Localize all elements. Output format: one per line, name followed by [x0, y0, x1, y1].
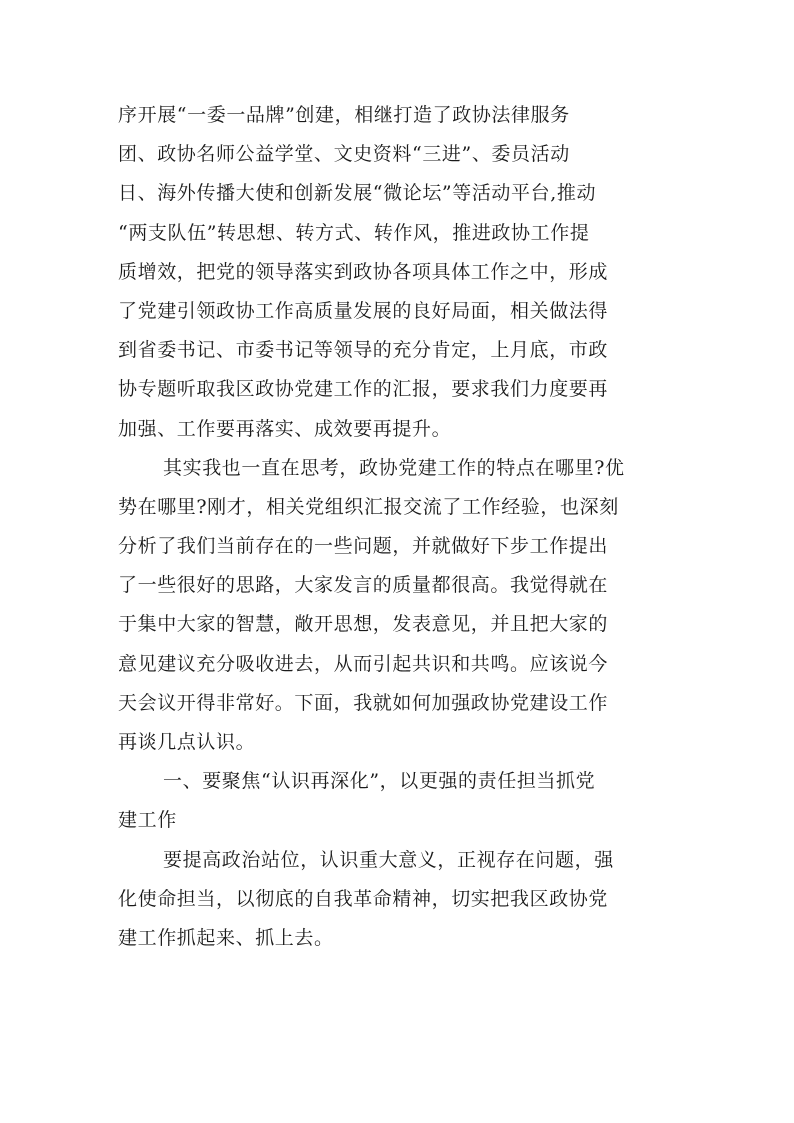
- text-line: 了一些很好的思路，大家发言的质量都很高。我觉得就在: [118, 574, 609, 597]
- text-line: 意见建议充分吸收进去，从而引起共识和共鸣。应该说今: [118, 652, 609, 675]
- text-line: 再谈几点认识。: [118, 731, 256, 753]
- text-line: 团、政协名师公益学堂、文史资料“三进”、委员活动: [118, 143, 570, 166]
- text-line: 质增效，把党的领导落实到政协各项具体工作之中，形成: [118, 260, 609, 283]
- section-heading-line: 一、要聚焦“认识再深化”，以更强的责任担当抓党: [163, 770, 596, 793]
- text-line: 日、海外传播大使和创新发展“微论坛”等活动平台,推动: [118, 182, 597, 205]
- text-line: 到省委书记、市委书记等领导的充分肯定，上月底，市政: [118, 339, 609, 362]
- text-line: 协专题听取我区政协党建工作的汇报，要求我们力度要再: [118, 378, 609, 401]
- text-line: 于集中大家的智慧，敞开思想，发表意见，并且把大家的: [118, 613, 609, 636]
- paragraph-start-line: 要提高政治站位，认识重大意义，正视存在问题，强: [163, 848, 614, 871]
- text-line: 加强、工作要再落实、成效要再提升。: [118, 417, 452, 440]
- text-line: 化使命担当，以彻底的自我革命精神，切实把我区政协党: [118, 887, 609, 910]
- text-line: 势在哪里?刚才，相关党组织汇报交流了工作经验，也深刻: [118, 495, 619, 518]
- text-line: 了党建引领政协工作高质量发展的良好局面，相关做法得: [118, 299, 609, 322]
- paragraph-start-line: 其实我也一直在思考，政协党建工作的特点在哪里?优: [163, 456, 625, 479]
- text-line: “两支队伍”转思想、转方式、转作风，推进政协工作提: [118, 221, 590, 244]
- section-heading-line: 建工作: [118, 809, 177, 832]
- text-line: 序开展“一委一品牌”创建，相继打造了政协法律服务: [118, 104, 570, 126]
- text-line: 建工作抓起来、抓上去。: [118, 926, 334, 949]
- text-line: 分析了我们当前存在的一些问题，并就做好下步工作提出: [118, 535, 609, 558]
- body-text: [118, 96, 678, 958]
- text-line: 天会议开得非常好。下面，我就如何加强政协党建设工作: [118, 691, 609, 714]
